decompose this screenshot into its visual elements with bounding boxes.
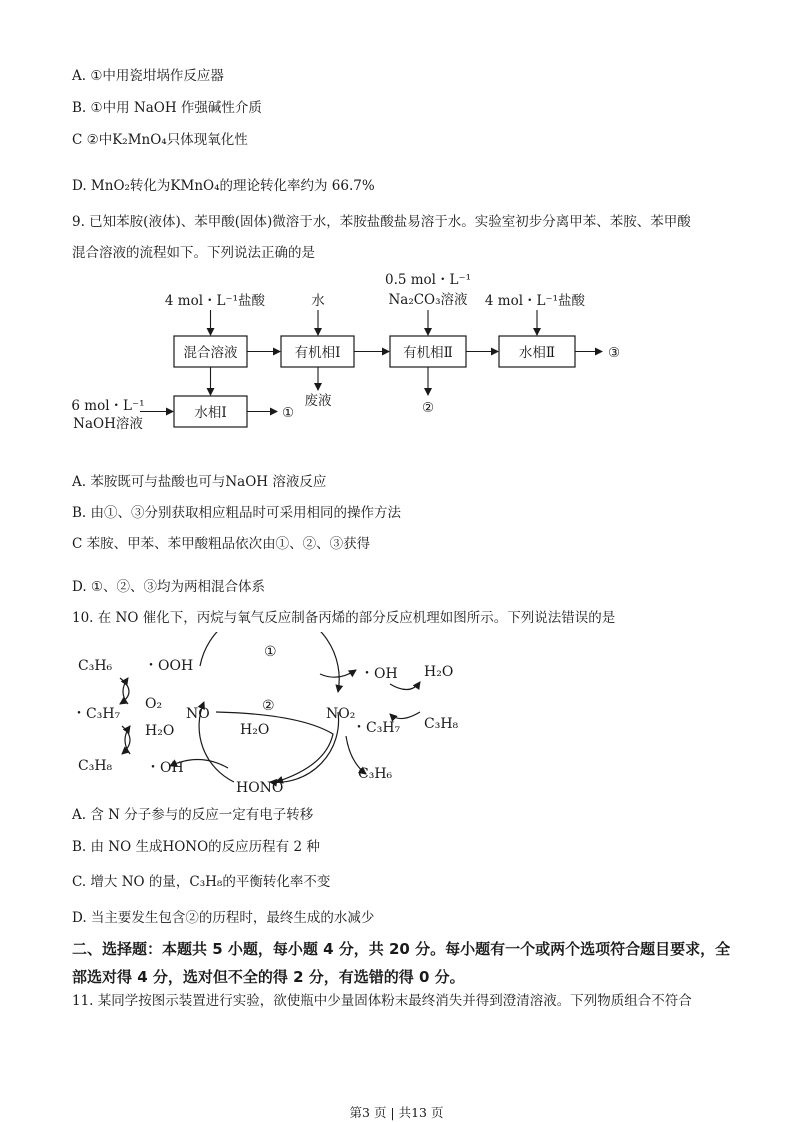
mech-oh-right: ・OH: [360, 666, 398, 682]
flow-output-1: ①: [281, 405, 295, 421]
mech-h2o-right: H₂O: [424, 664, 454, 680]
q8-option-a: A. ①中用瓷坩埚作反应器: [72, 68, 224, 84]
q9-flow-diagram: [0, 262, 793, 442]
flow-box-organic-1-label: 有机相Ⅰ: [294, 345, 341, 361]
mech-no2: NO₂: [326, 706, 356, 722]
q10-option-a: A. 含 N 分子参与的反应一定有电子转移: [72, 807, 314, 823]
flow-output-2: ②: [421, 400, 435, 416]
flow-waste: 废液: [304, 393, 332, 409]
mech-h2o-mid: H₂O: [240, 722, 270, 738]
flow-box-aqueous-2-label: 水相Ⅱ: [518, 345, 556, 361]
flow-reagent-na2co3: Na₂CO₃溶液: [388, 292, 468, 308]
q8-option-c: C ②中K₂MnO₄只体现氧化性: [72, 132, 248, 148]
mech-no: NO: [186, 706, 210, 722]
mech-c3h8-right: C₃H₈: [424, 716, 459, 732]
q9-stem-line2: 混合溶液的流程如下。下列说法正确的是: [72, 245, 315, 261]
flow-reagent-hcl-2: 4 mol・L⁻¹盐酸: [484, 293, 586, 309]
flow-box-mixed-label: 混合溶液: [183, 345, 238, 361]
flow-box-aqueous-1-label: 水相Ⅰ: [194, 405, 227, 421]
flow-reagent-hcl-1: 4 mol・L⁻¹盐酸: [164, 293, 266, 309]
q9-option-c: C 苯胺、甲苯、苯甲酸粗品依次由①、②、③获得: [72, 536, 371, 552]
mech-hono: HONO: [236, 780, 284, 796]
mech-ooh: ・OOH: [144, 658, 194, 674]
flow-reagent-naoh: NaOH溶液: [73, 416, 143, 432]
flow-box-organic-2-label: 有机相Ⅱ: [403, 345, 453, 361]
q9-option-a: A. 苯胺既可与盐酸也可与NaOH 溶液反应: [72, 474, 327, 490]
q10-mechanism-diagram: [0, 632, 793, 802]
mech-path-2: ②: [262, 698, 275, 714]
flow-reagent-na2co3-conc: 0.5 mol・L⁻¹: [384, 272, 472, 288]
mech-c3h8-left: C₃H₈: [78, 758, 113, 774]
q10-option-c: C. 增大 NO 的量，C₃H₈的平衡转化率不变: [72, 874, 331, 890]
q8-option-d: D. MnO₂转化为KMnO₄的理论转化率约为 66.7%: [72, 178, 375, 194]
mech-oh-left: ・OH: [146, 760, 184, 776]
q10-stem: 10. 在 NO 催化下，丙烷与氧气反应制备丙烯的部分反应机理如图所示。下列说法错误的是: [72, 610, 616, 626]
mech-path-1: ①: [264, 644, 277, 660]
mech-h2o-left: H₂O: [145, 723, 175, 739]
mech-c3h6-bottom: C₃H₆: [358, 766, 393, 782]
flow-output-3: ③: [607, 345, 621, 361]
mech-c3h7-right: ・C₃H₇: [352, 720, 401, 736]
mech-c3h7-left: ・C₃H₇: [72, 706, 121, 722]
flow-reagent-naoh-conc: 6 mol・L⁻¹: [71, 398, 145, 414]
q10-option-d: D. 当主要发生包含②的历程时，最终生成的水减少: [72, 910, 375, 926]
q10-option-b: B. 由 NO 生成HONO的反应历程有 2 种: [72, 839, 320, 855]
q11-stem: 11. 某同学按图示装置进行实验，欲使瓶中少量固体粉末最终消失并得到澄清溶液。下列物质组合不符合: [72, 993, 692, 1009]
q9-option-d: D. ①、②、③均为两相混合体系: [72, 579, 266, 595]
flow-reagent-water: 水: [311, 293, 325, 309]
mech-o2: O₂: [145, 696, 163, 712]
page-footer: 第3 页 | 共13 页: [349, 1105, 444, 1120]
mech-c3h6-top: C₃H₆: [78, 658, 113, 674]
q9-stem-line1: 9. 已知苯胺(液体)、苯甲酸(固体)微溶于水，苯胺盐酸盐易溶于水。实验室初步分离甲苯、苯胺、苯甲酸: [72, 214, 691, 230]
q8-option-b: B. ①中用 NaOH 作强碱性介质: [72, 100, 262, 116]
section-2-heading: 二、选择题：本题共 5 小题，每小题 4 分，共 20 分。每小题有一个或两个选项符合题目要求，全部选对得 4 分，选对但不全的得 2 分，有选错的得 0 分。: [72, 940, 731, 986]
q9-option-b: B. 由①、③分别获取相应粗品时可采用相同的操作方法: [72, 505, 402, 521]
